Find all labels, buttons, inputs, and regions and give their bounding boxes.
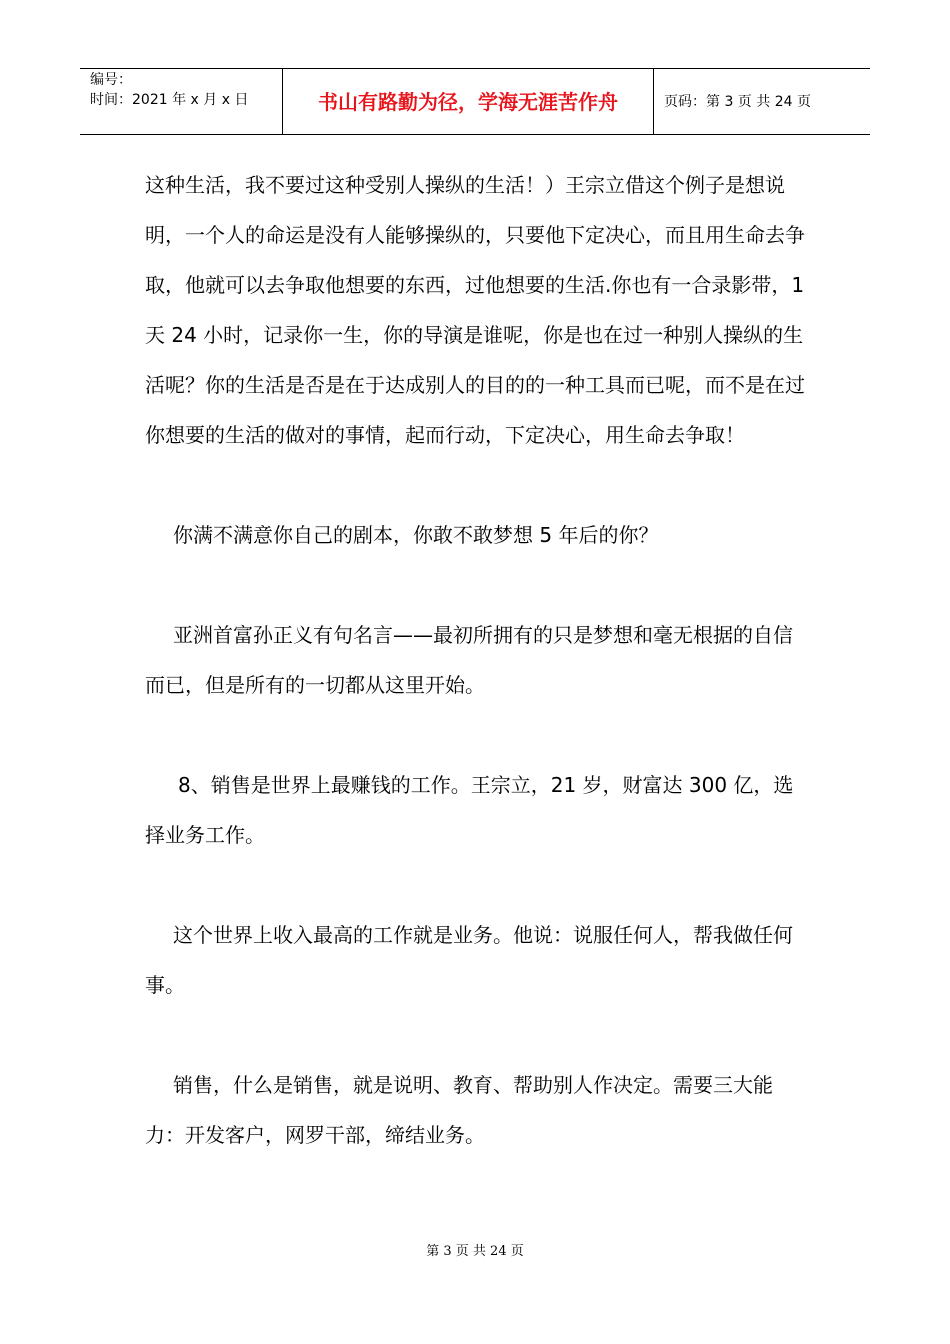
paragraph: 这个世界上收入最高的工作就是业务。他说：说服任何人，帮我做任何事。	[145, 923, 793, 997]
page-footer: 第 3 页 共 24 页	[426, 1244, 524, 1259]
paragraph: 亚洲首富孙正义有句名言——最初所拥有的只是梦想和毫无根据的自信而已，但是所有的一切都从这里开始。	[145, 623, 793, 697]
header-meta-cell	[80, 69, 283, 134]
page-header	[80, 68, 870, 135]
header-page-info: 页码：第 3 页 共 24 页	[664, 94, 811, 110]
paragraph: 这种生活，我不要过这种受别人操纵的生活！）王宗立借这个例子是想说明，一个人的命运是没有人能够操纵的，只要他下定决心，而且用生命去争取，他就可以去争取他想要的东西，过他想要的生活.你也有一合录影带，1 天 24 小时，记录你一生，你的导演是谁呢，你是也在过一种别人操纵的生活呢？你的生活是否是在于达成别人的目的的一种工具而已呢，而不是在过你想要的生活的做对的事情，起而行动，下定决心，用生命去争取！	[145, 173, 805, 447]
header-motto: 书山有路勤为径，学海无涯苦作舟	[283, 69, 654, 134]
paragraph: 你满不满意你自己的剧本，你敢不敢梦想 5 年后的你？	[173, 523, 659, 547]
paragraph: 销售，什么是销售，就是说明、教育、帮助别人作决定。需要三大能力：开发客户，网罗干部，缔结业务。	[145, 1073, 773, 1147]
paragraph: 8、销售是世界上最赚钱的工作。王宗立，21 岁，财富达 300 亿，选择业务工作。	[145, 773, 794, 847]
document-number-label: 编号：	[90, 72, 132, 88]
document-body	[145, 160, 810, 1160]
document-date-label: 时间：2021 年 x 月 x 日	[90, 92, 249, 108]
